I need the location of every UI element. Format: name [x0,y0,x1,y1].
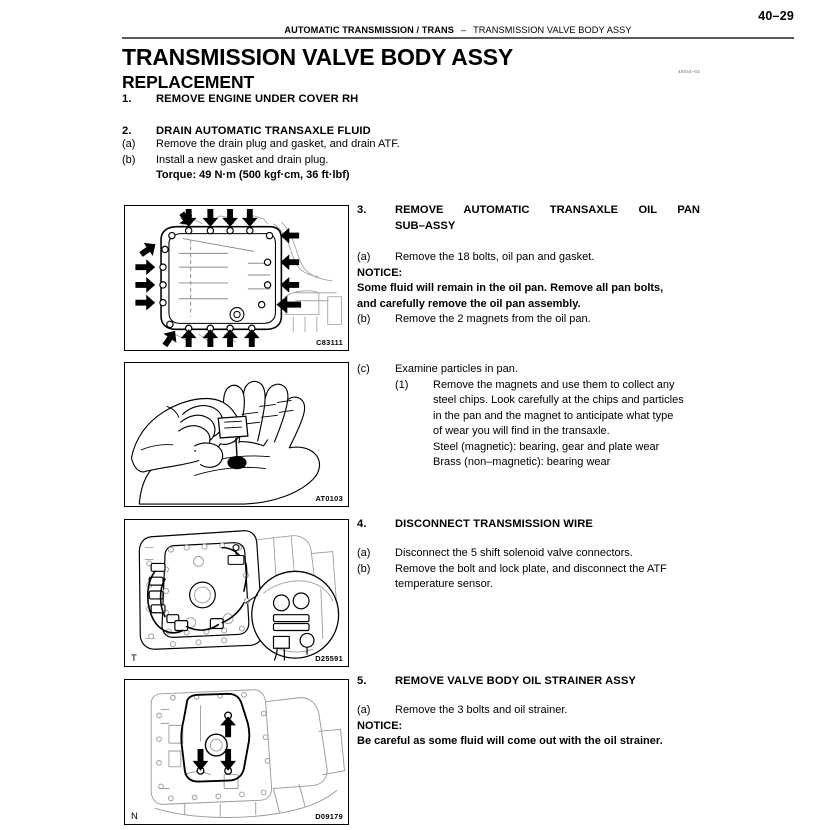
step-5-notice-line1: Be careful as some fluid will come out with the oil strainer. [357,735,663,747]
step-3-b-text: Remove the 2 magnets from the oil pan. [395,313,591,325]
step-3-b-tag: (b) [357,313,371,325]
step-3-c1-line3: in the pan and the magnet to anticipate what type [433,409,674,422]
step-3-c1-line5: Steel (magnetic): bearing, gear and plate wear [433,440,660,453]
step-4-item-a [357,546,702,562]
step-4 [357,518,702,593]
document-code: 40044–02 [678,69,701,74]
step-2-a-text: Remove the drain plug and gasket, and drain ATF. [156,138,400,150]
step-2-item-a [122,137,400,153]
step-3-c-sub-1 [357,378,702,471]
step-3-title-line1: REMOVE AUTOMATIC TRANSAXLE OIL PAN [395,204,700,216]
step-2-title: DRAIN AUTOMATIC TRANSAXLE FLUID [156,125,371,137]
step-2-number: 2. [122,125,132,137]
step-2-torque-text: Torque: 49 N·m (500 kgf·cm, 36 ft·lbf) [156,169,350,181]
step-3-notice-label: NOTICE: [357,266,403,279]
step-3-heading [357,203,702,234]
step-2 [122,125,400,184]
step-3-a-tag: (a) [357,251,371,263]
figure-transmission-wire-mark: T [131,653,137,664]
step-2-b-text: Install a new gasket and drain plug. [156,153,329,166]
step-5-title: REMOVE VALVE BODY OIL STRAINER ASSY [395,675,636,687]
step-3-c-text: Examine particles in pan. [395,363,518,375]
step-5-a-text: Remove the 3 bolts and oil strainer. [395,704,568,716]
figure-magnet-hand-drawing [125,363,348,506]
step-4-b-line2: temperature sensor. [395,578,493,590]
figure-transmission-wire [124,519,349,667]
page-title: TRANSMISSION VALVE BODY ASSY [122,44,513,70]
step-2-heading [122,125,400,137]
step-3-title-line2: SUB–ASSY [395,219,456,232]
figure-oil-strainer-code: D09179 [315,812,343,821]
step-3-c1-row [395,378,702,394]
running-head-section: AUTOMATIC TRANSMISSION / TRANS [284,25,454,35]
step-3-item-b [357,312,702,328]
step-5-heading [357,675,702,687]
step-5-item-a [357,703,702,719]
running-head [122,25,794,35]
step-1-title: REMOVE ENGINE UNDER COVER RH [156,93,359,105]
figure-oil-strainer-drawing [125,680,348,824]
step-3-a-text: Remove the 18 bolts, oil pan and gasket. [395,251,595,263]
step-2-b-tag: (b) [122,153,136,166]
step-5-a-tag: (a) [357,704,371,716]
step-3-c1-line1: Remove the magnets and use them to collect any [433,378,675,391]
step-2-torque [122,168,400,184]
figure-oil-pan-code: C83111 [316,338,343,347]
figure-oil-strainer-mark: N [131,811,138,822]
step-5 [357,675,702,750]
step-1-heading [122,93,358,105]
figure-oil-pan-drawing [125,206,348,350]
step-4-a-text: Disconnect the 5 shift solenoid valve connectors. [395,547,633,559]
step-3-number: 3. [357,204,367,216]
step-3-c1-line4: of wear you will find in the transaxle. [433,425,610,437]
step-4-number: 4. [357,518,367,530]
step-3-item-c [357,362,702,471]
figure-transmission-wire-drawing [125,520,348,666]
step-4-a-tag: (a) [357,547,371,559]
step-1-number: 1. [122,93,132,105]
step-3-c1-tag: (1) [395,378,409,391]
step-3 [357,203,702,328]
step-4-heading [357,518,702,530]
step-3-c-tag: (c) [357,363,370,375]
step-4-title: DISCONNECT TRANSMISSION WIRE [395,518,593,530]
figure-transmission-wire-code: D25591 [315,654,343,663]
page-subtitle: REPLACEMENT [122,72,255,92]
page-number: 40–29 [758,9,794,23]
step-4-b-tag: (b) [357,562,371,575]
step-3-c1-line6: Brass (non–magnetic): bearing wear [433,456,611,468]
running-head-topic: TRANSMISSION VALVE BODY ASSY [473,25,632,35]
step-2-item-b [122,153,400,169]
step-4-b-line1: Remove the bolt and lock plate, and disconnect the ATF [395,562,667,575]
step-3-c-row [357,362,702,378]
figure-oil-pan [124,205,349,351]
figure-magnet-hand-code: AT0103 [315,494,343,503]
step-3-notice-line1: Some fluid will remain in the oil pan. Remove all pan bolts, [357,282,664,294]
step-1 [122,93,358,105]
figure-oil-strainer [124,679,349,825]
running-head-dash: – [460,25,467,35]
step-5-notice-label: NOTICE: [357,719,403,732]
step-3-notice-line2: and carefully remove the oil pan assembly. [357,297,581,310]
step-2-a-tag: (a) [122,138,136,150]
figure-magnet-hand [124,362,349,507]
header-rule [122,37,794,39]
step-5-number: 5. [357,675,367,687]
step-4-item-b [357,562,702,593]
step-3-item-a [357,250,702,266]
step-3-c1-line2: steel chips. Look carefully at the chips and particles [433,394,684,406]
